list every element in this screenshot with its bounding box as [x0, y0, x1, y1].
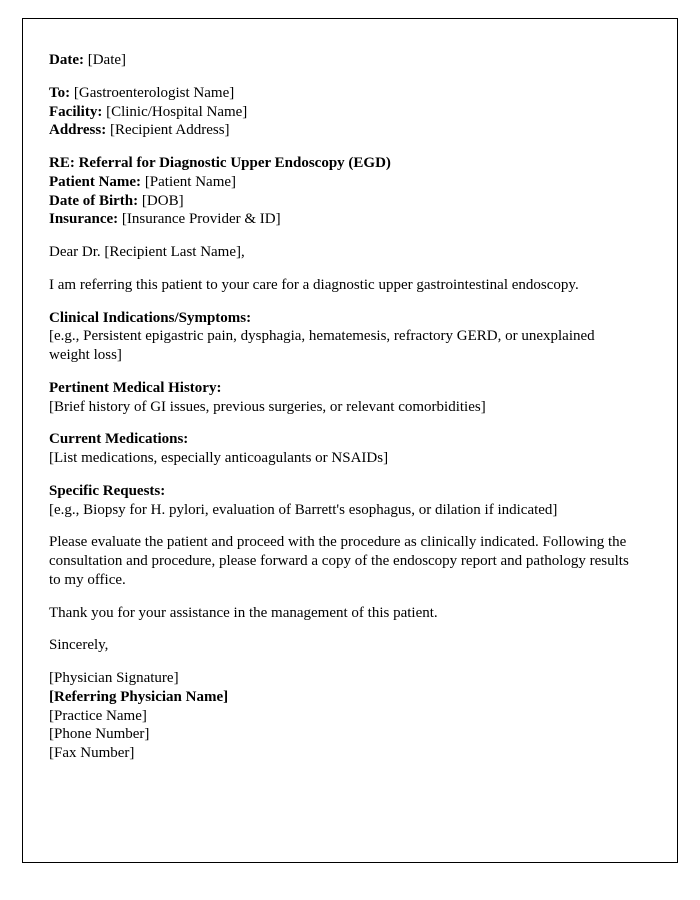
section-body: [Brief history of GI issues, previous surgeries, or relevant comorbidities]	[49, 398, 486, 415]
to-value: [Gastroenterologist Name]	[73, 84, 235, 101]
referral-letter	[22, 18, 678, 863]
referring-physician-name: [Referring Physician Name]	[49, 688, 229, 705]
signoff: Sincerely,	[49, 637, 109, 654]
date-line	[49, 51, 635, 70]
section-heading: Specific Requests:	[49, 482, 166, 499]
facility-label: Facility:	[49, 103, 103, 120]
section-body: [e.g., Biopsy for H. pylori, evaluation of Barrett's esophagus, or dilation if indicated]	[49, 501, 558, 518]
patient-name-line	[49, 173, 635, 192]
date-label: Date:	[49, 52, 84, 68]
dob-line	[49, 192, 635, 211]
subject-block	[49, 154, 635, 229]
intro-block	[49, 276, 635, 295]
section-specific-requests	[49, 482, 635, 520]
date-value: [Date]	[87, 52, 127, 68]
facility-value: [Clinic/Hospital Name]	[106, 103, 248, 120]
re-line: RE: Referral for Diagnostic Upper Endoscopy (EGD)	[49, 155, 391, 171]
patient-name-value: [Patient Name]	[144, 173, 237, 190]
section-body: [List medications, especially anticoagulants or NSAIDs]	[49, 450, 389, 466]
section-heading: Clinical Indications/Symptoms:	[49, 309, 252, 326]
salutation: Dear Dr. [Recipient Last Name],	[49, 244, 245, 260]
section-medical-history	[49, 379, 635, 417]
dob-label: Date of Birth:	[49, 192, 139, 209]
practice-name: [Practice Name]	[49, 707, 147, 724]
date-block	[49, 51, 635, 70]
thanks-block	[49, 604, 635, 623]
insurance-label: Insurance:	[49, 211, 119, 228]
to-line	[49, 84, 635, 103]
section-current-medications	[49, 430, 635, 468]
to-label: To:	[49, 84, 71, 101]
section-body: [e.g., Persistent epigastric pain, dysphagia, hematemesis, refractory GERD, or unexplained weight loss]	[49, 328, 595, 363]
insurance-line	[49, 210, 635, 229]
closing-paragraph-block	[49, 533, 635, 589]
fax-number: [Fax Number]	[49, 745, 135, 761]
signature-block	[49, 669, 635, 763]
address-value: [Recipient Address]	[109, 122, 230, 139]
signoff-block	[49, 636, 635, 655]
thanks-paragraph: Thank you for your assistance in the management of this patient.	[49, 604, 438, 621]
address-line	[49, 121, 635, 140]
dob-value: [DOB]	[141, 192, 184, 209]
patient-name-label: Patient Name:	[49, 173, 142, 190]
address-label: Address:	[49, 122, 107, 139]
facility-line	[49, 103, 635, 122]
intro-paragraph: I am referring this patient to your care for a diagnostic upper gastrointestinal endoscopy.	[49, 276, 579, 293]
insurance-value: [Insurance Provider & ID]	[121, 211, 281, 228]
section-clinical-indications	[49, 309, 635, 365]
phone-number: [Phone Number]	[49, 726, 150, 743]
physician-signature-line: [Physician Signature]	[49, 670, 179, 686]
section-heading: Pertinent Medical History:	[49, 379, 222, 396]
closing-paragraph: Please evaluate the patient and proceed with the procedure as clinically indicated. Following the consultation and procedure, please forward a copy of the endoscopy report and pathology results to my office.	[49, 534, 629, 588]
section-heading: Current Medications:	[49, 431, 189, 448]
salutation-block	[49, 243, 635, 262]
recipient-block	[49, 84, 635, 140]
